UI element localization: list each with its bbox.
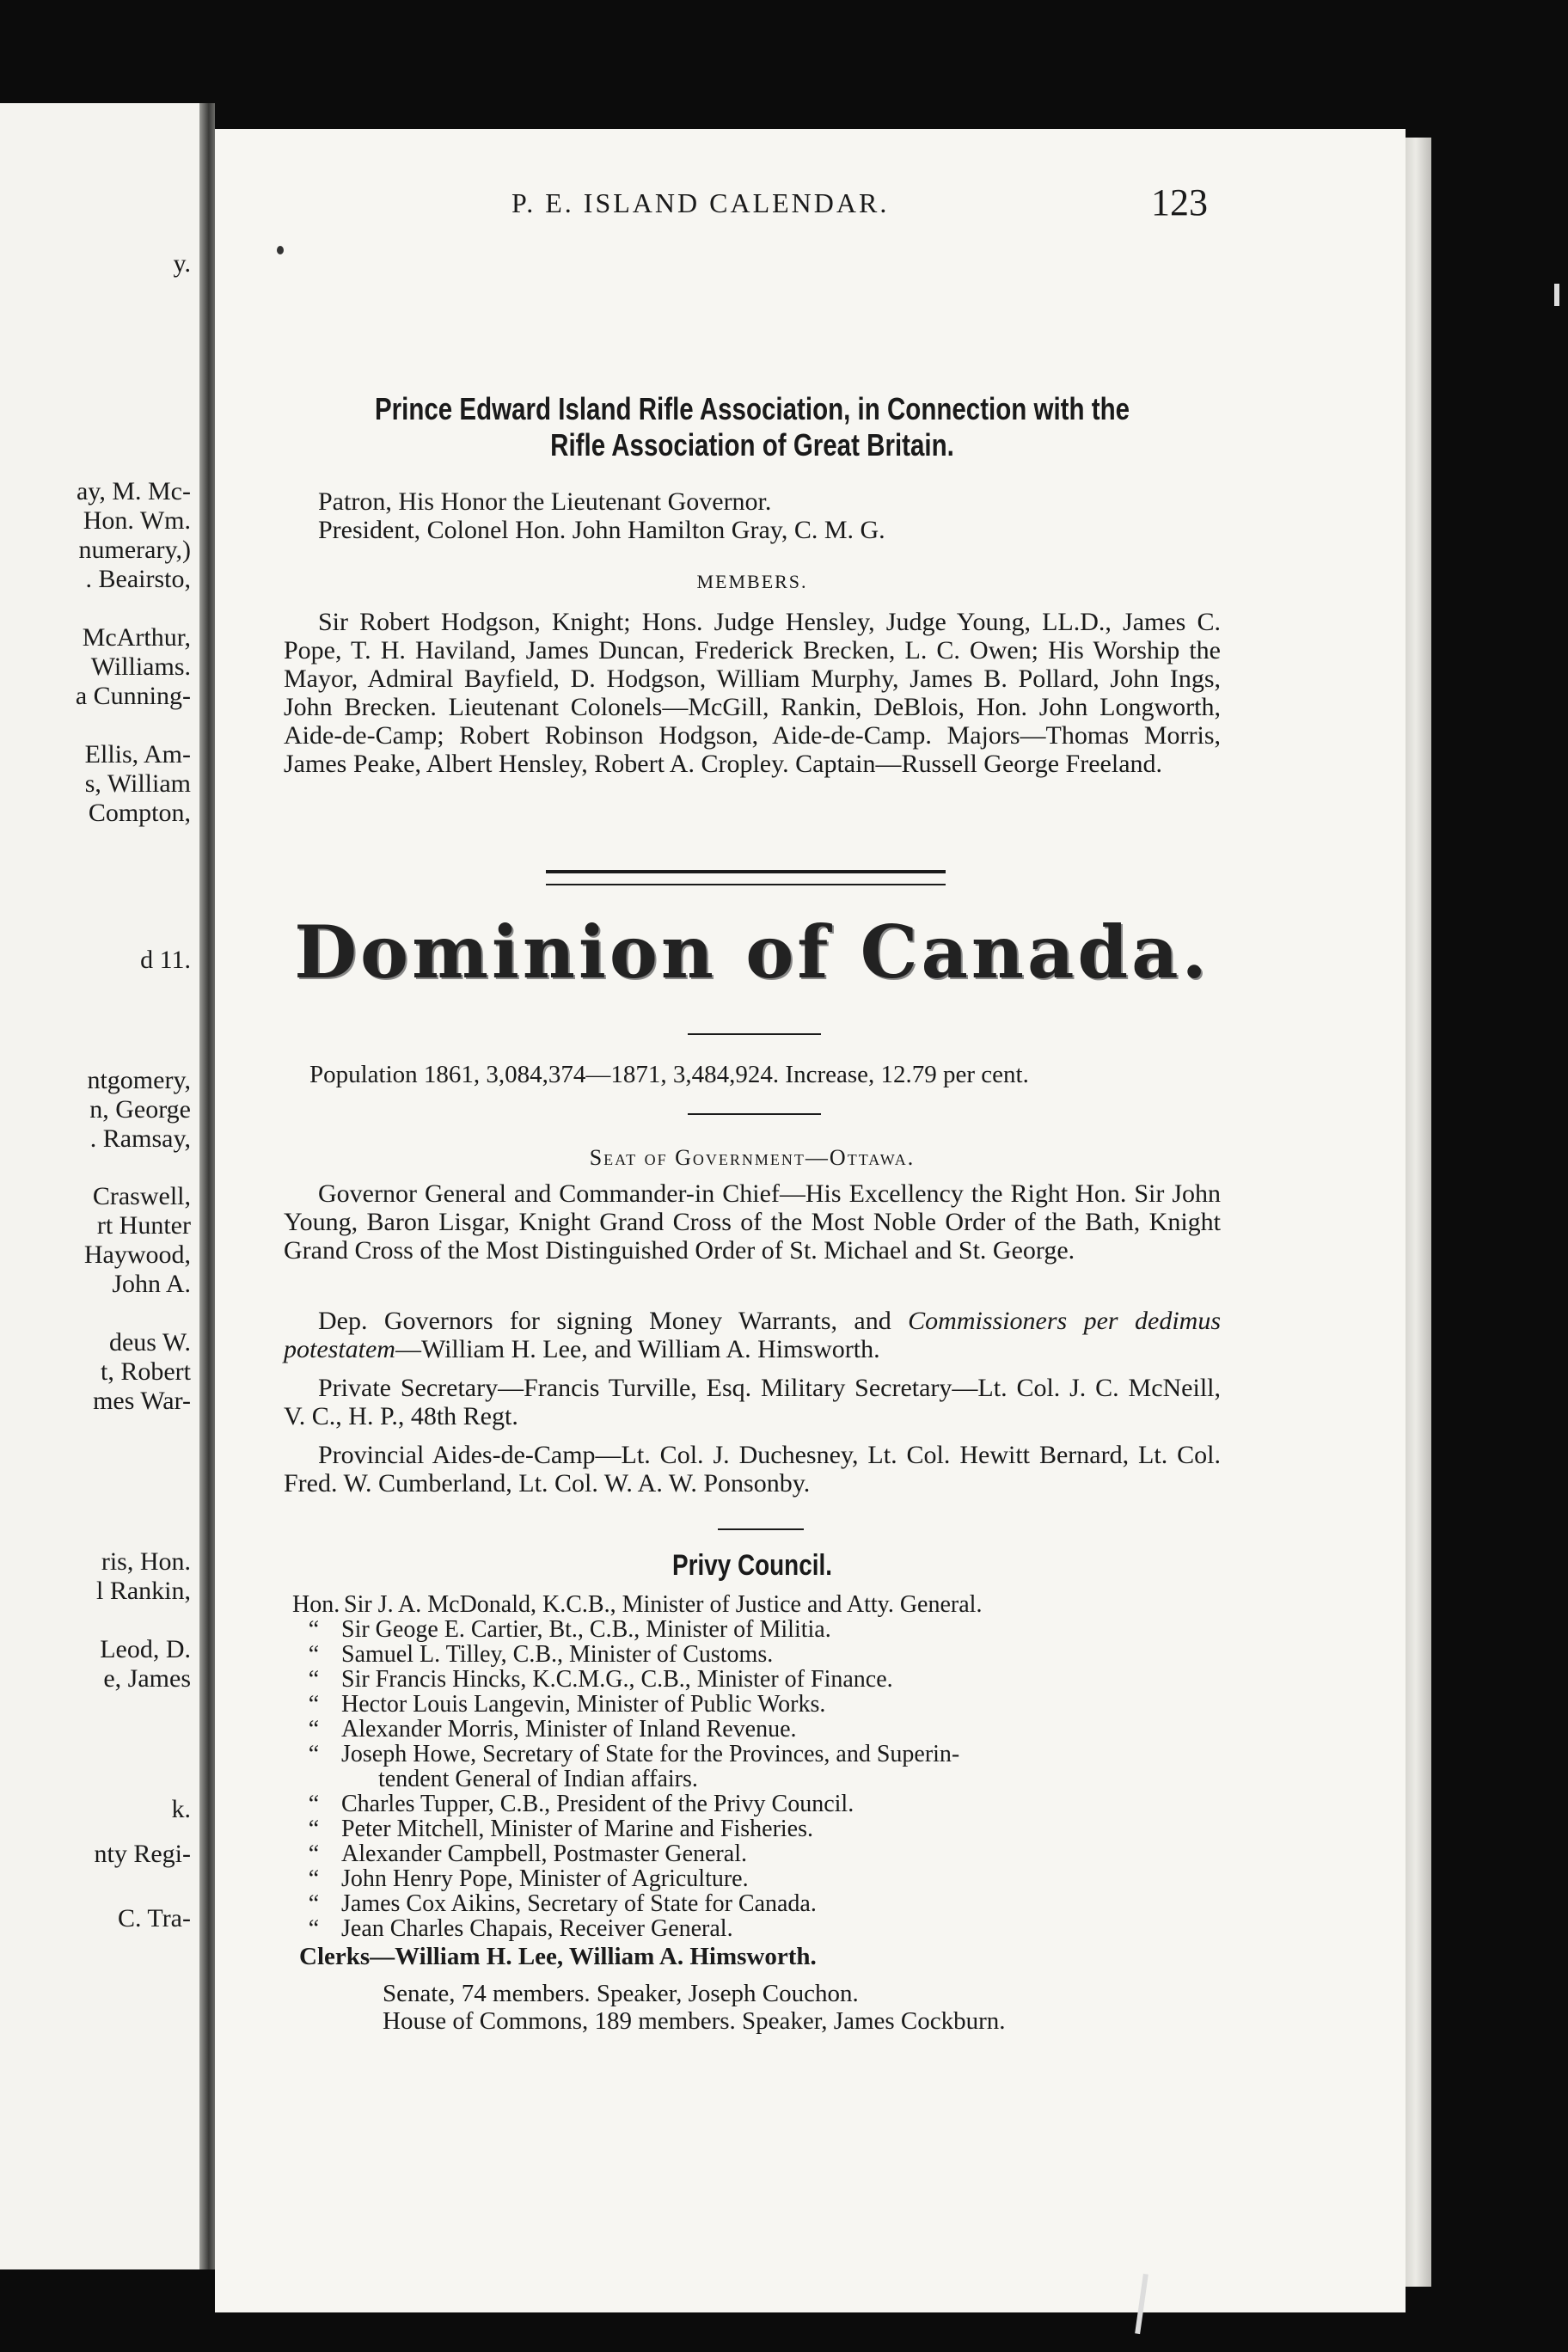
ditto-mark: “ <box>308 1865 320 1892</box>
ditto-mark: “ <box>308 1616 320 1643</box>
commons-line: House of Commons, 189 members. Speaker, James Cockburn. <box>383 2007 1006 2035</box>
left-page-text-fragment: ay, M. Mc- <box>76 477 191 505</box>
council-member-text: Alexander Campbell, Postmaster General. <box>341 1841 747 1867</box>
left-page-text-fragment: s, William <box>84 769 191 798</box>
left-page-text-fragment: C. Tra- <box>117 1904 191 1932</box>
left-page-text-fragment: . Ramsay, <box>89 1124 191 1153</box>
page-number: 123 <box>1151 181 1208 224</box>
privy-council-heading-text: Privy Council. <box>672 1549 832 1582</box>
double-rule <box>546 870 946 885</box>
council-member-text: Jean Charles Chapais, Receiver General. <box>341 1915 733 1942</box>
members-label: MEMBERS. <box>696 571 808 592</box>
page-edge <box>1406 138 1431 2287</box>
book-gutter <box>199 103 215 2269</box>
short-rule <box>718 1528 804 1530</box>
private-secretary: Private Secretary—Francis Turville, Esq. Military Secretary—Lt. Col. J. C. McNeill, V. C., H. P., 48th Regt. <box>284 1374 1221 1430</box>
council-member <box>292 1891 1229 1916</box>
left-page-text-fragment: mes War- <box>93 1387 191 1415</box>
dep-governors-prefix: Dep. Governors for signing Money Warrants, and <box>318 1307 909 1335</box>
left-page-text-fragment: . Beairsto, <box>85 565 191 593</box>
dep-governors <box>284 1307 1221 1363</box>
senate-line: Senate, 74 members. Speaker, Joseph Couchon. <box>383 1980 859 2007</box>
left-page-text-fragment: Ellis, Am- <box>84 740 191 769</box>
short-rule <box>688 1033 821 1035</box>
left-page-text-fragment: McArthur, <box>82 623 191 652</box>
governor-general: Governor General and Commander-in Chief—His Excellency the Right Hon. Sir John Young, Baron Lisgar, Knight Grand Cross of the Most Noble Order of the Bath, Knight Grand Cross of the Most Distinguished Order of St. Michael and St. George. <box>284 1179 1221 1265</box>
council-member-text: Charles Tupper, C.B., President of the Privy Council. <box>341 1791 854 1817</box>
ditto-mark: “ <box>308 1641 320 1668</box>
left-page-fragment <box>0 103 199 2269</box>
council-member-continuation: tendent General of Indian affairs. <box>378 1766 698 1792</box>
left-page-text-fragment: l Rankin, <box>96 1577 191 1605</box>
left-page-text-fragment: t, Robert <box>101 1357 191 1386</box>
council-member-text: James Cox Aikins, Secretary of State for Canada. <box>341 1890 817 1917</box>
ink-speck <box>277 246 284 254</box>
running-head <box>301 181 1238 232</box>
left-page-text-fragment: n, George <box>89 1095 191 1124</box>
council-member <box>292 1692 1229 1717</box>
left-page-text-fragment: deus W. <box>108 1328 191 1357</box>
council-member <box>292 1816 1229 1841</box>
council-member-text: Samuel L. Tilley, C.B., Minister of Customs. <box>341 1641 774 1668</box>
seat-of-government: Seat of Government—Ottawa. <box>589 1145 916 1170</box>
left-page-text-fragment: Compton, <box>88 799 191 827</box>
left-page-text-fragment: ntgomery, <box>87 1066 191 1094</box>
council-member-text: Alexander Morris, Minister of Inland Revenue. <box>341 1716 797 1743</box>
council-member-text: Sir J. A. McDonald, K.C.B., Minister of Justice and Atty. General. <box>344 1591 983 1618</box>
left-page-text-fragment: rt Hunter <box>96 1211 191 1240</box>
council-member <box>292 1667 1229 1692</box>
rifle-association-heading <box>284 391 1221 463</box>
council-member <box>292 1742 1229 1767</box>
council-member-text: Hector Louis Langevin, Minister of Public Works. <box>341 1691 826 1718</box>
patron-line: Patron, His Honor the Lieutenant Governor. <box>318 487 772 516</box>
running-head-title: P. E. ISLAND CALENDAR. <box>511 187 890 218</box>
left-page-text-fragment: e, James <box>103 1664 191 1693</box>
council-member-text: Joseph Howe, Secretary of State for the Provinces, and Superin- <box>341 1741 960 1767</box>
left-page-text-fragment: k. <box>171 1795 191 1823</box>
council-member <box>292 1642 1229 1667</box>
left-page-text-fragment: numerary,) <box>78 536 191 564</box>
council-member <box>292 1841 1229 1866</box>
ditto-mark: “ <box>308 1741 320 1767</box>
left-page-text-fragment: d 11. <box>140 946 191 974</box>
council-member <box>292 1617 1229 1642</box>
ditto-mark: “ <box>308 1890 320 1917</box>
council-member-text: Sir Francis Hincks, K.C.M.G., C.B., Minister of Finance. <box>341 1666 893 1693</box>
council-member <box>292 1792 1229 1816</box>
edge-mark <box>1554 284 1559 306</box>
ditto-mark: “ <box>308 1915 320 1942</box>
dep-governors-suffix: —William H. Lee, and William A. Himsworth. <box>395 1335 880 1363</box>
left-page-text-fragment: John A. <box>112 1270 191 1298</box>
council-member-text: John Henry Pope, Minister of Agriculture. <box>341 1865 749 1892</box>
dominion-title: Dominion of Canada. <box>294 910 1210 995</box>
provincial-aides: Provincial Aides-de-Camp—Lt. Col. J. Duchesney, Lt. Col. Hewitt Bernard, Lt. Col. Fred. W. Cumberland, Lt. Col. W. A. W. Ponsonby. <box>284 1441 1221 1498</box>
left-page-text-fragment: a Cunning- <box>75 682 191 710</box>
left-page-text-fragment: Craswell, <box>92 1182 191 1210</box>
dep-governors-italic: Commissioners per dedimus potestatem <box>284 1307 1221 1363</box>
left-page-text-fragment: Williams. <box>90 652 191 681</box>
council-member <box>292 1592 1229 1617</box>
clerks-line: Clerks—William H. Lee, William A. Himsworth. <box>299 1943 817 1970</box>
privy-council-heading <box>284 1549 1221 1582</box>
short-rule <box>688 1113 821 1115</box>
ditto-mark: “ <box>308 1816 320 1842</box>
ditto-mark: “ <box>308 1716 320 1743</box>
left-page-text-fragment: ris, Hon. <box>101 1547 191 1576</box>
council-member-text: Sir Geoge E. Cartier, Bt., C.B., Minister of Militia. <box>341 1616 831 1643</box>
population-line: Population 1861, 3,084,374—1871, 3,484,924. Increase, 12.79 per cent. <box>309 1061 1029 1088</box>
left-page-text-fragment: Haywood, <box>83 1240 191 1269</box>
ditto-mark: “ <box>308 1691 320 1718</box>
rifle-association-heading-text: Prince Edward Island Rifle Association, in Connection with the Rifle Association of Great Britain. <box>374 391 1130 462</box>
ditto-mark: “ <box>308 1791 320 1817</box>
left-page-text-fragment: Hon. Wm. <box>83 506 191 535</box>
left-page-text-fragment: nty Regi- <box>94 1840 191 1868</box>
council-member <box>292 1866 1229 1891</box>
ditto-mark: “ <box>308 1841 320 1867</box>
council-member <box>292 1717 1229 1742</box>
ditto-mark: “ <box>308 1666 320 1693</box>
left-page-text-fragment: Leod, D. <box>100 1635 191 1663</box>
council-member <box>292 1916 1229 1941</box>
members-text: Sir Robert Hodgson, Knight; Hons. Judge Hensley, Judge Young, LL.D., James C. Pope, T. H. Haviland, James Duncan, Frederick Brecken, L. C. Owen; His Worship the Mayor, Admiral Bayfield, D. Hodgson, William Murphy, James B. Pollard, John Ings, John Brecken. Lieutenant Colonels—McGill, Rankin, DeBlois, Hon. John Longworth, Aide-de-Camp; Robert Robinson Hodgson, Aide-de-Camp. Majors—Thomas Morris, James Peake, Albert Hensley, Robert A. Cropley. Captain—Russell George Freeland. <box>284 608 1221 778</box>
president-line: President, Colonel Hon. John Hamilton Gray, C. M. G. <box>318 516 885 544</box>
council-member-text: Peter Mitchell, Minister of Marine and Fisheries. <box>341 1816 813 1842</box>
hon-prefix: Hon. <box>292 1591 340 1618</box>
left-page-text-fragment: y. <box>173 249 191 278</box>
